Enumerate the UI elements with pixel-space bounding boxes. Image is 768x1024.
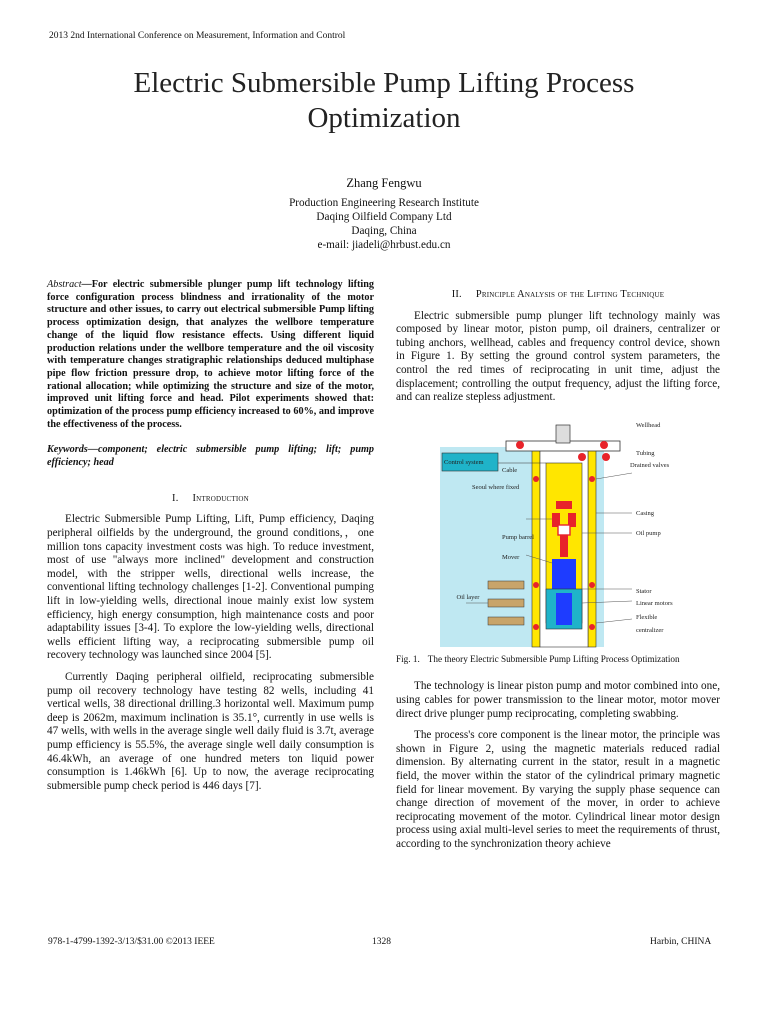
label-stator: Stator — [636, 587, 652, 595]
keywords-lead: Keywords — [47, 444, 88, 456]
section-heading-introduction — [47, 492, 374, 506]
label-linear-motors: Linear motors — [636, 599, 673, 607]
abstract-lead: Abstract — [47, 279, 82, 290]
section-number: II. — [451, 289, 462, 300]
label-drained-valves: Drained valves — [630, 461, 670, 469]
valve-dot — [533, 624, 539, 630]
paragraph: Electric submersible pump plunger lift technology mainly was composed by linear motor, piston pump, oil drainers, centralizer or tubing anchors, wellhead, cables and frequency control device, shown in Figure 1. By setting the ground control system parameters, the control the red times of reciprocating in unit time, adjust the displacement; controlling the output frequency, adjust the lifting force, and can realize stepless adjustment. — [396, 309, 720, 404]
footer-location: Harbin, CHINA — [650, 937, 712, 947]
paragraph: Electric Submersible Pump Lifting, Lift, Pump efficiency, Daqing peripheral oilfields by the underground, the ground conditions,，one million tons capacity investment costs was high. To reduce investment, most of use "always more inclined" development and construction model, with the stripper wells, directional wells increase, the conventional lifting technology challenges [1-2]. Conventional pumping lift in low-yielding wells, directional inoue mainly exist low system efficiency, high energy consumption, high maintenance costs and poor adaptability issues [3-4]. To explore the low-yielding wells, directional wells efficient lifting way, a reciprocating submersible pump oil recovery technology was launched since 2004 [5]. — [47, 513, 374, 662]
abstract — [47, 279, 374, 431]
section-title: Principle Analysis of the Lifting Technique — [475, 289, 665, 300]
footer-copyright: 978-1-4799-1392-3/13/$31.00 ©2013 IEEE — [48, 937, 215, 947]
paragraph: The process's core component is the linear motor, the principle was shown in Figure 2, using the magnetic materials reduced radial dimension. By alternating current in the stator, result in a magnetic field, the mover within the stator of the cylindrical primary magnetic field for linear movement. By varying the supply phase sequence can change direction of movement of the mover, in order to achieve reciprocating movement of the motor. Cylindrical linear motor design process using axial multi-level series to meet the requirements of thrust, according to the synchronization theory achieve — [396, 729, 720, 850]
valve-dot — [602, 453, 610, 461]
valve-dot — [589, 476, 595, 482]
oil-layer — [488, 599, 524, 607]
section-number: I. — [172, 492, 179, 504]
figure-1 — [396, 413, 720, 649]
label-cable: Cable — [502, 466, 518, 474]
wellhead-stem — [556, 425, 570, 443]
section-title: Introduction — [192, 492, 249, 504]
keywords-text: —component; electric submersible pump lifting; lift; pump efficiency; head — [47, 444, 374, 469]
label-seoul-fixed: Seoul where fixed — [472, 483, 520, 491]
author-affiliation-2: Daqing Oilfield Company Ltd — [316, 211, 452, 223]
conference-header: 2013 2nd International Conference on Measurement, Information and Control — [49, 31, 346, 41]
label-oil-layer: Oil layer — [456, 593, 480, 601]
mover-lower — [556, 593, 572, 625]
author-email: e-mail: jiadeli@hrbust.edu.cn — [317, 239, 451, 251]
author-affiliation-1: Production Engineering Research Institute — [289, 197, 479, 209]
right-column — [396, 286, 720, 859]
valve-dot — [589, 624, 595, 630]
label-flexible-centralizer: Flexible centralizer — [636, 613, 664, 635]
caption-text: The theory Electric Submersible Pump Lifting Process Optimization — [427, 653, 680, 664]
label-oil-pump: Oil pump — [636, 529, 661, 537]
valve-dot — [533, 582, 539, 588]
caption-number: Fig. 1. — [396, 653, 420, 664]
label-tubing: Tubing — [636, 449, 655, 457]
label-mover: Mover — [502, 553, 520, 561]
author-block — [184, 176, 584, 252]
valve-dot — [600, 441, 608, 449]
keywords — [47, 444, 374, 469]
footer-page-number: 1328 — [372, 937, 391, 947]
paragraph: The technology is linear piston pump and motor combined into one, using cables for power transmission to the linear motor, motor mover direct drive plunger pump reciprocating, completing swabbing. — [396, 680, 720, 720]
section-heading-principle — [396, 288, 720, 302]
author-location: Daqing, China — [351, 225, 417, 237]
oil-layer — [488, 617, 524, 625]
valve-dot — [578, 453, 586, 461]
paragraph: Currently Daqing peripheral oilfield, reciprocating submersible pump oil recovery technology have testing 82 wells, including 41 vertical wells, 38 directional drilling.3 horizontal well. Maximum pump deep is 2062m, maximum inclination is 35.1°, currently in use wells is 47 wells, with wells in the average single well daily fluid is 3.7t, average pump efficiency is 55.5%, the average single well daily consumption is 46.4kWh, an average of one hundred meters ton liquid power consumption is 1.46kWh [6]. Up to now, the average reciprocating submersible pump check period is 446 days [7]. — [47, 670, 374, 792]
label-wellhead: Wellhead — [636, 421, 661, 429]
left-column — [47, 279, 374, 801]
label-casing: Casing — [636, 509, 655, 517]
paper-title: Electric Submersible Pump Lifting Process Optimization — [133, 67, 635, 134]
label-pump-barrel: Pump barrel — [502, 533, 534, 541]
label-control-system: Control system — [444, 458, 484, 466]
pump-barrel-top — [556, 501, 572, 509]
author-name: Zhang Fengwu — [346, 176, 422, 190]
valve-seat — [558, 525, 570, 535]
valve-dot — [589, 582, 595, 588]
valve-dot — [533, 476, 539, 482]
valve-dot — [516, 441, 524, 449]
oil-layer — [488, 581, 524, 589]
mover-block — [552, 559, 576, 589]
abstract-text: —For electric submersible plunger pump lift technology lifting force configuration process blindness and irrationality of the motor structure and other issues, to carry out electrical submersible Pump lifting process optimization design, that analyzes the wellbore temperature change of the liquid flow resistance effects. Using different liquid production relations under the wellbore temperature and the oil viscosity with temperature changes stratigraphic relationships deduced multiphase pipe flow friction pressure drop, to achieve motor lifting force of the rational allocation; while optimizing the structure and size of the motor, improved unit lifting force and head. Pilot experiments showed that: optimization of the process pump efficiency increased to 60%, and improve the effectiveness of the process. — [47, 279, 374, 430]
figure-1-caption — [396, 653, 720, 667]
plunger-rod — [560, 535, 568, 557]
